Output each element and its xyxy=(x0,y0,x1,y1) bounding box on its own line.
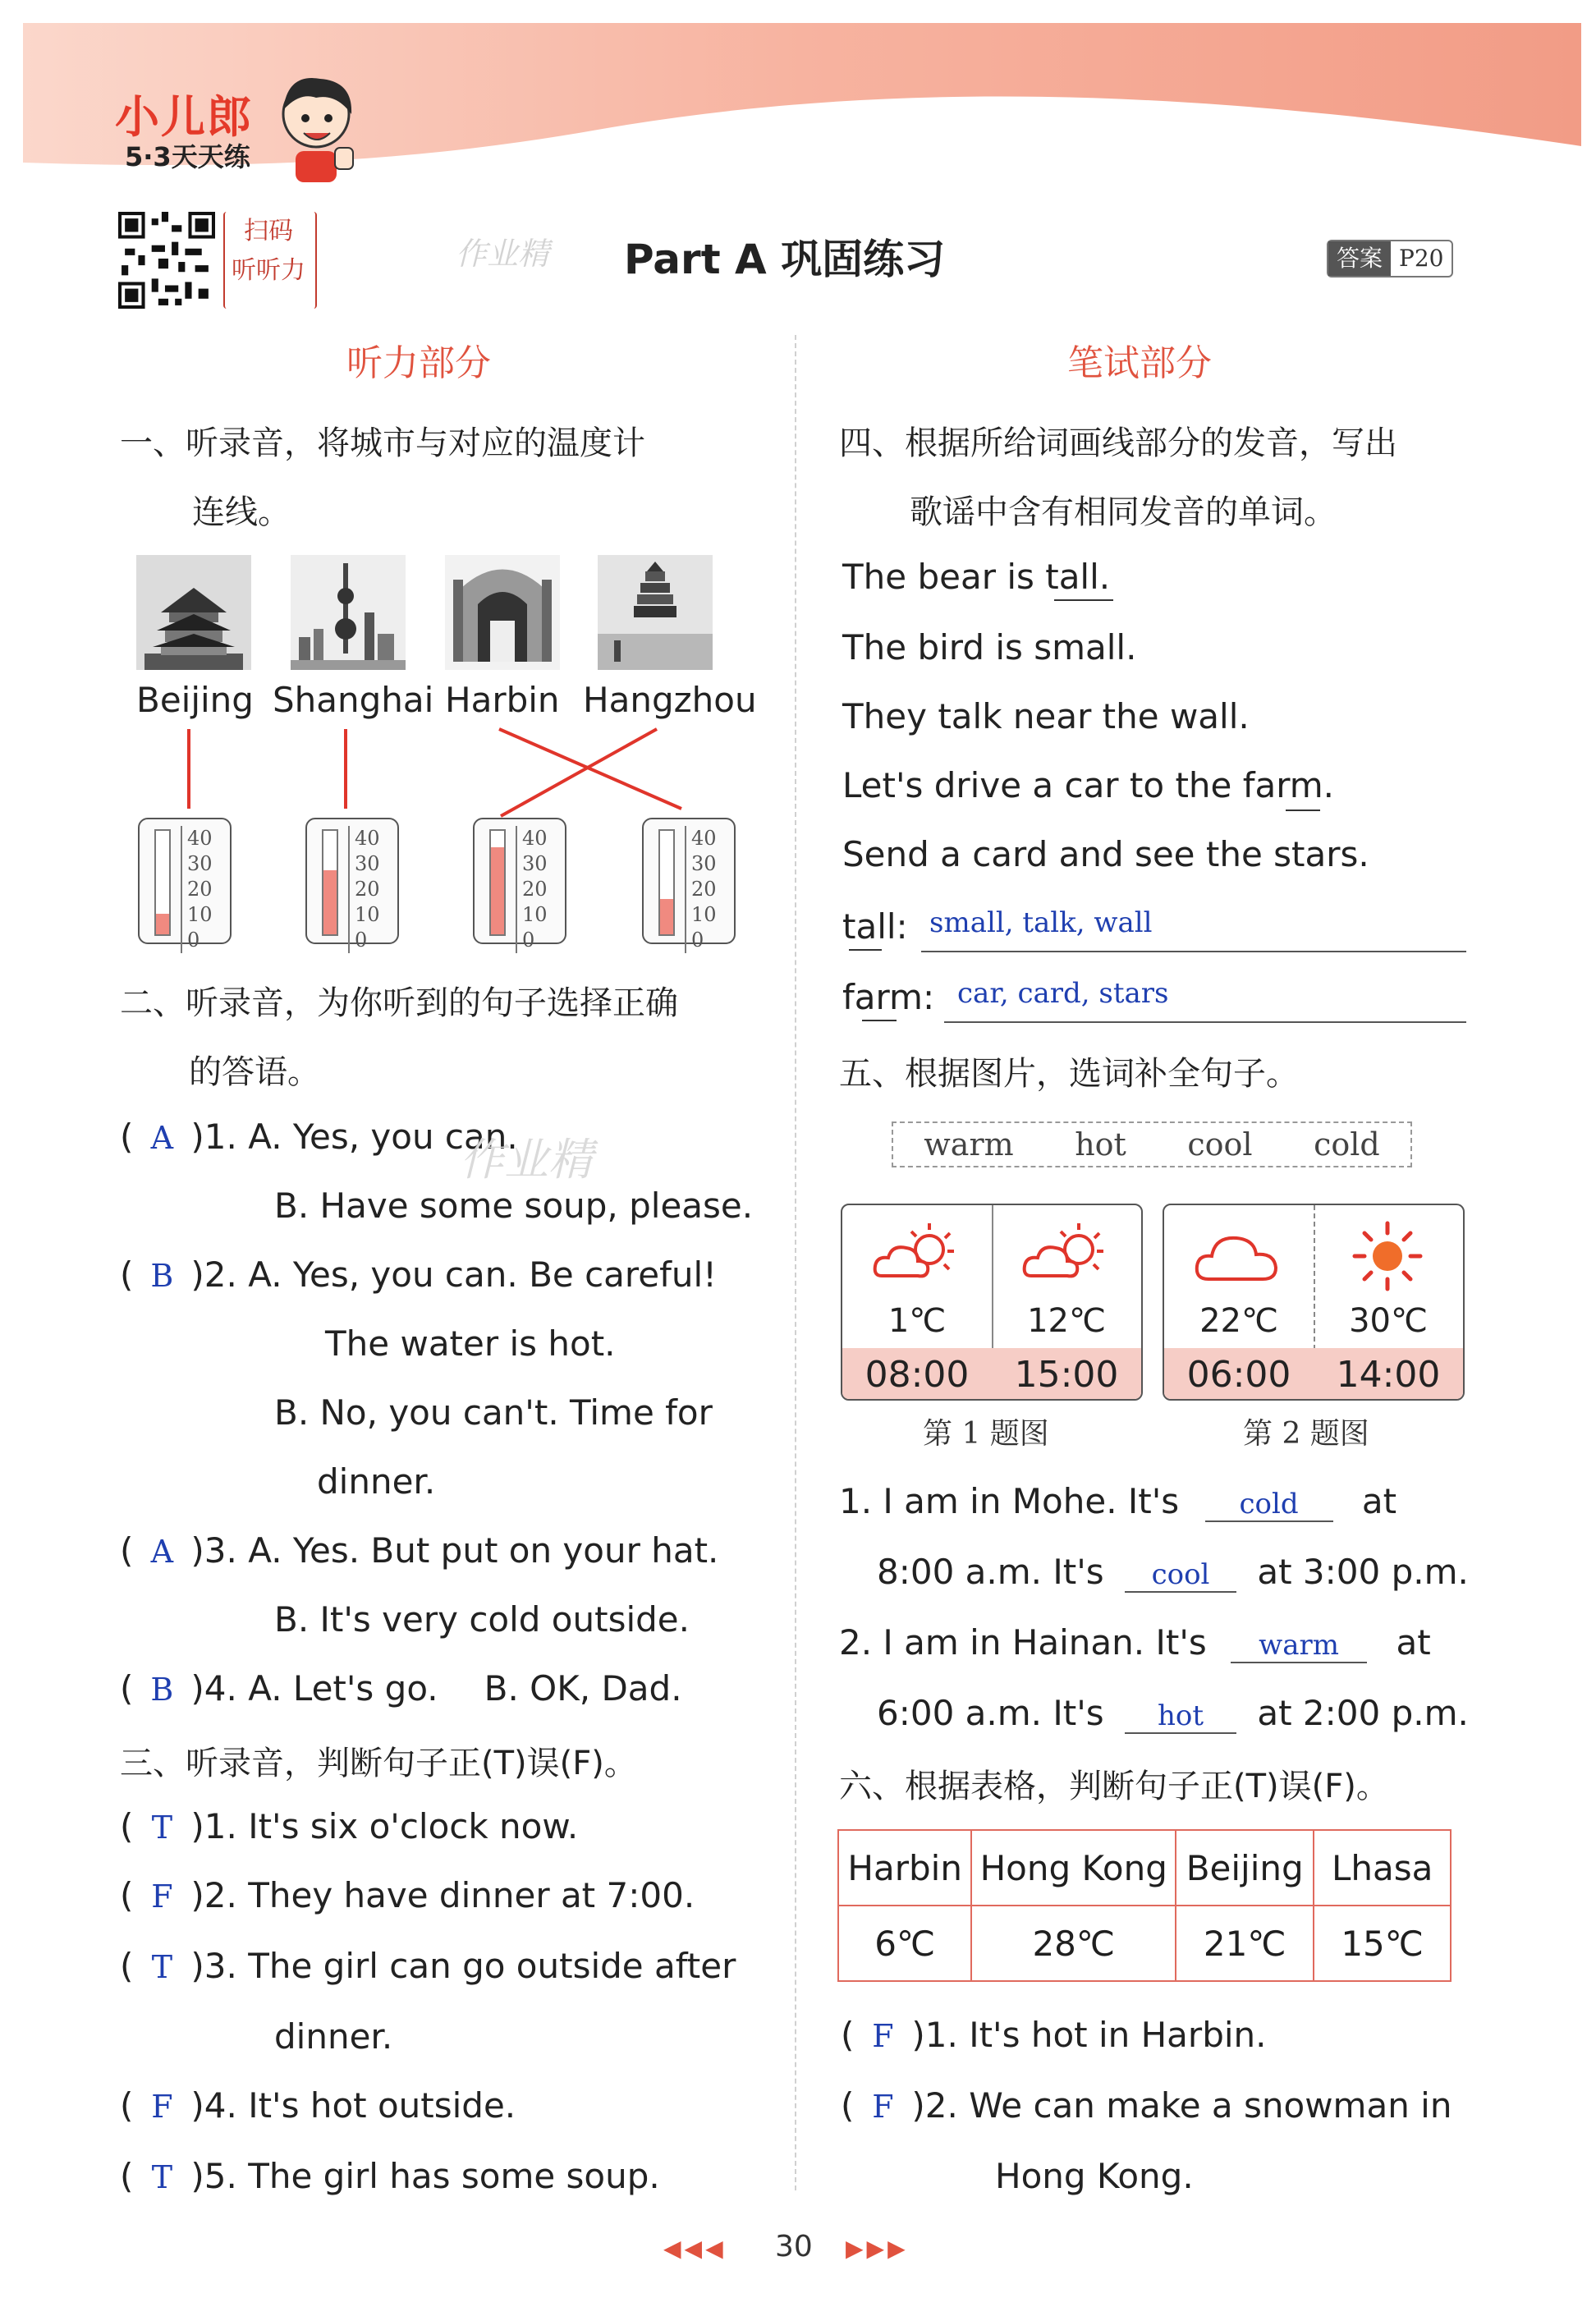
harbin-building-image xyxy=(445,555,560,670)
time: 08:00 xyxy=(864,1354,970,1396)
weather-cell xyxy=(842,1205,993,1399)
column-divider xyxy=(795,335,796,2190)
underline-mark xyxy=(849,949,882,951)
table-row xyxy=(838,1906,1451,1981)
q2-item-1: ( A )1. A. Yes, you can. xyxy=(120,1117,518,1157)
thermometer-1[interactable]: 40 30 20 10 0 xyxy=(138,818,232,944)
chant-line: The bird is small. xyxy=(842,627,1137,667)
q2-title-line1: 二、听录音，为你听到的句子选择正确 xyxy=(120,984,678,1022)
q6-item-2: ( F )2. We can make a snowman in xyxy=(841,2085,1452,2126)
q1-title-line1: 一、听录音，将城市与对应的温度计 xyxy=(120,424,645,462)
caption-2: 第 2 题图 xyxy=(1243,1417,1369,1451)
word-option: warm xyxy=(924,1126,1014,1163)
word-option: cold xyxy=(1314,1126,1380,1163)
q2-item-2-option-b: B. No, you can't. Time for xyxy=(274,1392,713,1433)
answer-blank[interactable]: F xyxy=(151,2089,173,2125)
q6-title: 六、根据表格，判断句子正(T)误(F)。 xyxy=(839,1768,1389,1805)
q2-item-2-option-b-cont: dinner. xyxy=(317,1461,436,1502)
weather-panel-1 xyxy=(841,1204,1143,1401)
temperature: 22℃ xyxy=(1199,1302,1278,1340)
answer-blank[interactable]: A xyxy=(150,1120,174,1156)
answer-page: P20 xyxy=(1399,245,1444,272)
table-header-row xyxy=(838,1830,1451,1906)
answer-blank[interactable]: T xyxy=(151,1949,173,1985)
q2-item-3-option-b: B. It's very cold outside. xyxy=(274,1599,690,1640)
thermometer-4[interactable]: 40 30 20 10 0 xyxy=(642,818,736,944)
city-label: Hangzhou xyxy=(583,680,757,720)
q4-title-line2: 歌谣中含有相同发音的单词。 xyxy=(910,493,1337,531)
thermometer-fill xyxy=(156,914,169,934)
q5-sentence-1: 1. I am in Mohe. It's cold at xyxy=(839,1481,1397,1521)
answer-blank[interactable]: F xyxy=(872,2089,894,2125)
q3-item-3-cont: dinner. xyxy=(274,2016,393,2057)
answer-label: 答案 xyxy=(1328,241,1391,276)
chant-line: They talk near the wall. xyxy=(842,696,1250,736)
prev-arrows-icon: ◀◀◀ xyxy=(663,2235,727,2262)
qr-code-icon[interactable] xyxy=(118,212,215,309)
word-bank xyxy=(892,1121,1412,1167)
thermometer-3[interactable]: 40 30 20 10 0 xyxy=(473,818,566,944)
chant-line: Let's drive a car to the farm. xyxy=(842,765,1335,805)
q2-item-2-option-a-cont: The water is hot. xyxy=(325,1323,616,1364)
q6-item-2-cont: Hong Kong. xyxy=(995,2156,1194,2196)
temperature: 12℃ xyxy=(1027,1302,1106,1340)
sun-icon xyxy=(1346,1217,1429,1296)
q3-item-1: ( T )1. It's six o'clock now. xyxy=(120,1806,579,1846)
table-cell: 21℃ xyxy=(1176,1906,1314,1981)
answer-blank[interactable]: B xyxy=(150,1672,174,1708)
cloudy-sun-icon xyxy=(1021,1217,1112,1291)
q3-item-2: ( F )2. They have dinner at 7:00. xyxy=(120,1875,695,1915)
word-option: cool xyxy=(1187,1126,1253,1163)
table-header-cell: Lhasa xyxy=(1314,1830,1451,1906)
underline-mark xyxy=(1054,599,1113,601)
page-title: Part A 巩固练习 xyxy=(624,236,946,283)
q5-sentence-2: 2. I am in Hainan. It's warm at xyxy=(839,1622,1431,1663)
brand-subtitle: 5·3天天练 xyxy=(125,141,250,172)
weather-panel-2 xyxy=(1163,1204,1465,1401)
underline-mark xyxy=(1286,810,1320,811)
underline-mark xyxy=(862,1020,897,1021)
q3-item-4: ( F )4. It's hot outside. xyxy=(120,2085,516,2126)
hangzhou-pagoda-image xyxy=(598,555,713,670)
q1-title-line2: 连线。 xyxy=(192,493,291,531)
scan-to-listen-label: 扫码 听听力 xyxy=(223,212,314,309)
answer-blank[interactable]: cold xyxy=(1205,1488,1333,1522)
city-label: Shanghai xyxy=(273,680,434,720)
weather-cell xyxy=(992,1205,1141,1399)
tall-label: tall: xyxy=(842,906,908,947)
city-label: Beijing xyxy=(136,680,254,720)
thermometer-fill xyxy=(660,899,673,934)
answer-blank[interactable]: T xyxy=(151,1809,173,1846)
answer-blank[interactable]: F xyxy=(151,1878,173,1915)
q5-title: 五、根据图片，选词补全句子。 xyxy=(839,1055,1299,1093)
farm-label: farm: xyxy=(842,977,935,1017)
temperature-table xyxy=(837,1829,1452,1982)
writing-heading: 笔试部分 xyxy=(1067,342,1212,384)
table-header-cell: Harbin xyxy=(838,1830,971,1906)
cloud-icon xyxy=(1194,1222,1284,1291)
q3-title: 三、听录音，判断句子正(T)误(F)。 xyxy=(120,1745,637,1782)
q3-item-3: ( T )3. The girl can go outside after xyxy=(120,1946,736,1986)
table-cell: 15℃ xyxy=(1314,1906,1451,1981)
caption-1: 第 1 题图 xyxy=(923,1417,1049,1451)
mascot-boy-icon xyxy=(271,69,361,184)
page-number: 30 xyxy=(775,2230,813,2263)
q5-sentence-2-cont: 6:00 a.m. It's hot at 2:00 p.m. xyxy=(877,1693,1469,1733)
answer-blank[interactable]: warm xyxy=(1231,1629,1367,1663)
q2-item-1-option-b: B. Have some soup, please. xyxy=(274,1186,754,1226)
thermometer-fill xyxy=(491,847,504,934)
watermark: 作业精 xyxy=(456,236,550,272)
thermometer-2[interactable]: 40 30 20 10 0 xyxy=(305,818,399,944)
q2-item-4: ( B )4. A. Let's go. B. OK, Dad. xyxy=(120,1668,682,1708)
match-lines xyxy=(131,722,755,821)
weather-cell xyxy=(1314,1205,1463,1399)
header-band xyxy=(23,23,1581,179)
tall-answer-field[interactable]: small, talk, wall xyxy=(921,906,1466,952)
answer-blank[interactable]: T xyxy=(151,2159,173,2195)
q6-item-1: ( F )1. It's hot in Harbin. xyxy=(841,2015,1267,2055)
city-label: Harbin xyxy=(445,680,560,720)
table-header-cell: Beijing xyxy=(1176,1830,1314,1906)
q2-item-3: ( A )3. A. Yes. But put on your hat. xyxy=(120,1530,719,1571)
q2-item-2: ( B )2. A. Yes, you can. Be careful! xyxy=(120,1254,718,1295)
answer-blank[interactable]: A xyxy=(150,1534,174,1570)
time: 06:00 xyxy=(1186,1354,1291,1396)
q4-title-line1: 四、根据所给词画线部分的发音，写出 xyxy=(839,424,1397,462)
table-header-cell: Hong Kong xyxy=(971,1830,1176,1906)
q5-sentence-1-cont: 8:00 a.m. It's cool at 3:00 p.m. xyxy=(877,1552,1469,1592)
beijing-temple-image xyxy=(136,555,251,670)
listening-heading: 听力部分 xyxy=(346,342,491,384)
temperature: 30℃ xyxy=(1349,1302,1428,1340)
time: 14:00 xyxy=(1336,1354,1441,1396)
brand-logo: 小儿郎 xyxy=(115,91,253,143)
shanghai-skyline-image xyxy=(291,555,406,670)
q3-item-5: ( T )5. The girl has some soup. xyxy=(120,2156,660,2196)
temperature: 1℃ xyxy=(887,1302,947,1340)
word-option: hot xyxy=(1075,1126,1126,1163)
table-cell: 6℃ xyxy=(838,1906,971,1981)
chant-line: The bear is tall. xyxy=(842,557,1111,597)
answer-blank[interactable]: hot xyxy=(1125,1699,1236,1734)
watermark: 作业精 xyxy=(460,1134,593,1186)
farm-answer-field[interactable]: car, card, stars xyxy=(944,977,1466,1023)
thermometer-fill xyxy=(323,870,337,934)
answer-blank[interactable]: F xyxy=(872,2018,894,2054)
answer-blank[interactable]: cool xyxy=(1125,1558,1236,1593)
cloudy-sun-icon xyxy=(872,1217,962,1291)
next-arrows-icon: ▶▶▶ xyxy=(846,2235,909,2262)
q2-title-line2: 的答语。 xyxy=(189,1053,320,1091)
answer-blank[interactable]: B xyxy=(150,1258,174,1294)
table-cell: 28℃ xyxy=(971,1906,1176,1981)
time: 15:00 xyxy=(1014,1354,1119,1396)
answer-page-badge[interactable] xyxy=(1327,240,1453,277)
weather-cell xyxy=(1164,1205,1315,1399)
chant-line: Send a card and see the stars. xyxy=(842,834,1369,874)
